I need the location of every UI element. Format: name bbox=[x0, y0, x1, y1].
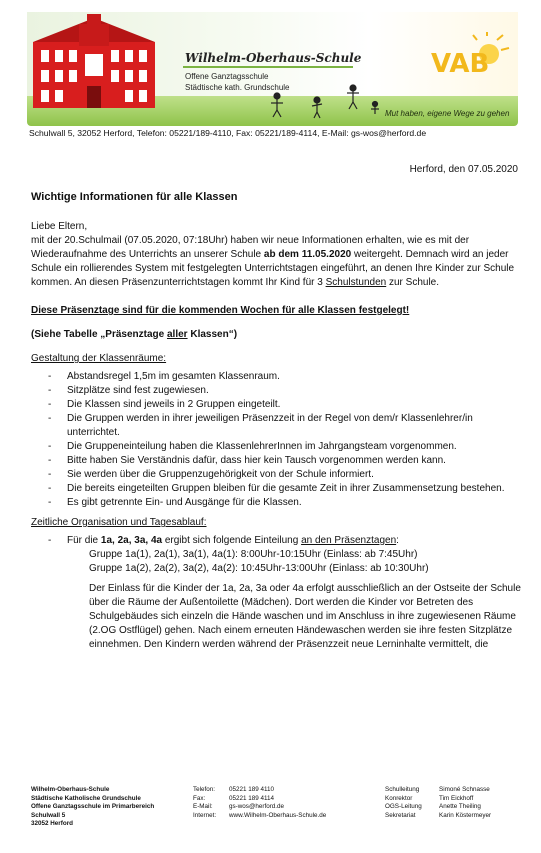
group-2-times: Gruppe 1a(2), 2a(2), 3a(2), 4a(2): 10:45Uhr-13:00Uhr (Einlass: ab 10:30Uhr) bbox=[89, 563, 429, 574]
group-1-times: Gruppe 1a(1), 2a(1), 3a(1), 4a(1): 8:00Uhr-10:15Uhr (Einlass: ab 7:45Uhr) bbox=[89, 549, 418, 560]
letter-date: Herford, den 07.05.2020 bbox=[409, 164, 518, 175]
school-subtitle-2: Städtische kath. Grundschule bbox=[185, 83, 290, 92]
list-item: - Die bereits eingeteilten Gruppen bleiben für die gesamte Zeit in ihrer Zusammensetzung bestehen. bbox=[67, 482, 521, 496]
footer-contact-values: 05221 189 4110 05221 189 4114 gs-wos@herford.de www.Wilhelm-Oberhaus-Schule.de bbox=[229, 786, 327, 819]
footer-staff-roles: Schulleitung Konrektor OGS-Leitung Sekretariat bbox=[385, 786, 422, 819]
list-item: - Die Gruppeneinteilung haben die KlassenlehrerInnen im Jahrgangsteam vorgenommen. bbox=[67, 440, 521, 454]
start-date-highlight: ab dem 11.05.2020 bbox=[263, 249, 352, 260]
entry-instructions: Der Einlass für die Kinder der 1a, 2a, 3a oder 4a erfolgt ausschließlich an der Ostseite der Schule über die Räume der Außentoilette (Mädchen). Dort werden die Kinder vor Betreten des Schulgebäudes sich einzeln die Hände waschen und im Anschluss in ihre zugewiesenen Räume (2.OG Ostflügel) gehen. Nach einem erneuten Händewaschen werden sie ihre festen Sitzplätze einnehmen. Den Kindern werden während der Präsenzzeit neue Lerninhalte vermittelt, die bbox=[89, 583, 521, 650]
footer-website-link[interactable]: www.Wilhelm-Oberhaus-Schule.de bbox=[229, 811, 327, 819]
list-item: - Sitzplätze sind fest zugewiesen. bbox=[67, 384, 521, 398]
list-item: - Abstandsregel 1,5m im gesamten Klassenraum. bbox=[67, 370, 521, 384]
letter-title: Wichtige Informationen für alle Klassen bbox=[31, 191, 238, 203]
list-item: - Sie werden über die Gruppenzugehörigkeit von der Schule informiert. bbox=[67, 468, 521, 482]
footer-contact-labels: Telefon: Fax: E-Mail: Internet: bbox=[193, 786, 217, 819]
footer-staff-names: Simoné Schnasse Tim Eickhoff Anette Theiling Karin Köstermeyer bbox=[439, 786, 492, 819]
address-line: Schulwall 5, 32052 Herford, Telefon: 05221/189-4110, Fax: 05221/189-4114, E-Mail: gs-wos@herford.de bbox=[29, 128, 427, 138]
section-heading-schedule: Zeitliche Organisation und Tagesablauf: bbox=[31, 517, 207, 528]
letterhead bbox=[27, 12, 518, 126]
list-item: - Es gibt getrennte Ein- und Ausgänge für die Klassen. bbox=[67, 496, 521, 510]
vab-logo bbox=[427, 32, 513, 82]
classroom-rules-list bbox=[31, 370, 521, 510]
header-divider bbox=[183, 66, 353, 68]
list-item: - Für die 1a, 2a, 3a, 4a ergibt sich folgende Einteilung an den Präsenztagen: Gruppe 1a(1), 2a(1), 3a(1), 4a(1): 8:00Uhr-10:15Uhr (Einlass: ab 7:45Uhr) Gruppe 1a(2), 2a(2), 3a(2), 4a(2): 10:45Uhr-13:00Uhr (Einlass: ab 10:30Uhr) Der Einlass für die Kinder der 1a, 2a, 3a oder 4a erfolgt ausschließlich an der Ostseite der Schule über die Räume der Außentoilette (Mädchen). Dort werden die Kinder vor Betreten des Schulgebäudes sich einzeln die Hände waschen und im Anschluss in ihre zugewiesenen Räume (2.OG Ostflügel) gehen. Nach einem erneuten Händewaschen werden sie ihre festen Sitzplätze einnehmen. Den Kindern werden während der Präsenzzeit neue Lerninhalte vermittelt, die bbox=[67, 534, 521, 652]
schedule-list bbox=[31, 534, 521, 652]
list-item: - Bitte haben Sie Verständnis dafür, dass hier kein Tausch vorgenommen werden kann. bbox=[67, 454, 521, 468]
footer-email-link[interactable]: gs-wos@herford.de bbox=[229, 803, 285, 810]
schulstunden-underlined: Schulstunden bbox=[325, 277, 387, 288]
school-building-illustration bbox=[29, 14, 159, 114]
school-name: Wilhelm-Oberhaus-Schule bbox=[185, 51, 362, 65]
notice-heading: Diese Präsenztage sind für die kommenden Wochen für alle Klassen festgelegt! bbox=[31, 305, 410, 316]
letter-body bbox=[31, 190, 521, 652]
school-subtitle-1: Offene Ganztagsschule bbox=[185, 72, 269, 81]
section-heading-classrooms: Gestaltung der Klassenräume: bbox=[31, 353, 167, 364]
letter-footer bbox=[31, 786, 521, 846]
intro-paragraph: mit der 20.Schulmail (07.05.2020, 07:18Uhr) haben wir neue Informationen erhalten, wie es mit der Wiederaufnahme des Unterrichts an unserer Schule ab dem 11.05.2020 weitergeht. Demnach wird an jeder Schule ein rollierendes System mit festgelegten Unterrichtstagen eingeführt, an denen Ihre Kinder zur Schule kommen. An diesen Präsenzunterrichtstagen kommt Ihr Kind für 3 Schulstunden zur Schule. bbox=[31, 235, 515, 288]
footer-school-address: Wilhelm-Oberhaus-Schule Städtische Katholische Grundschule Offene Ganztagsschule im Primarbereich Schulwall 5 32052 Herford bbox=[31, 786, 155, 827]
slogan: Mut haben, eigene Wege zu gehen bbox=[385, 109, 510, 118]
table-reference: (Siehe Tabelle „Präsenztage aller Klassen“) bbox=[31, 329, 238, 340]
salutation: Liebe Eltern, bbox=[31, 221, 88, 232]
children-figures-illustration bbox=[257, 80, 387, 120]
vab-logo-text: VAB bbox=[431, 49, 490, 79]
list-item: - Die Gruppen werden in ihrer jeweiligen Präsenzzeit in der Regel von dem/r Klassenlehrer/in unterrichtet. bbox=[67, 412, 521, 440]
list-item: - Die Klassen sind jeweils in 2 Gruppen eingeteilt. bbox=[67, 398, 521, 412]
